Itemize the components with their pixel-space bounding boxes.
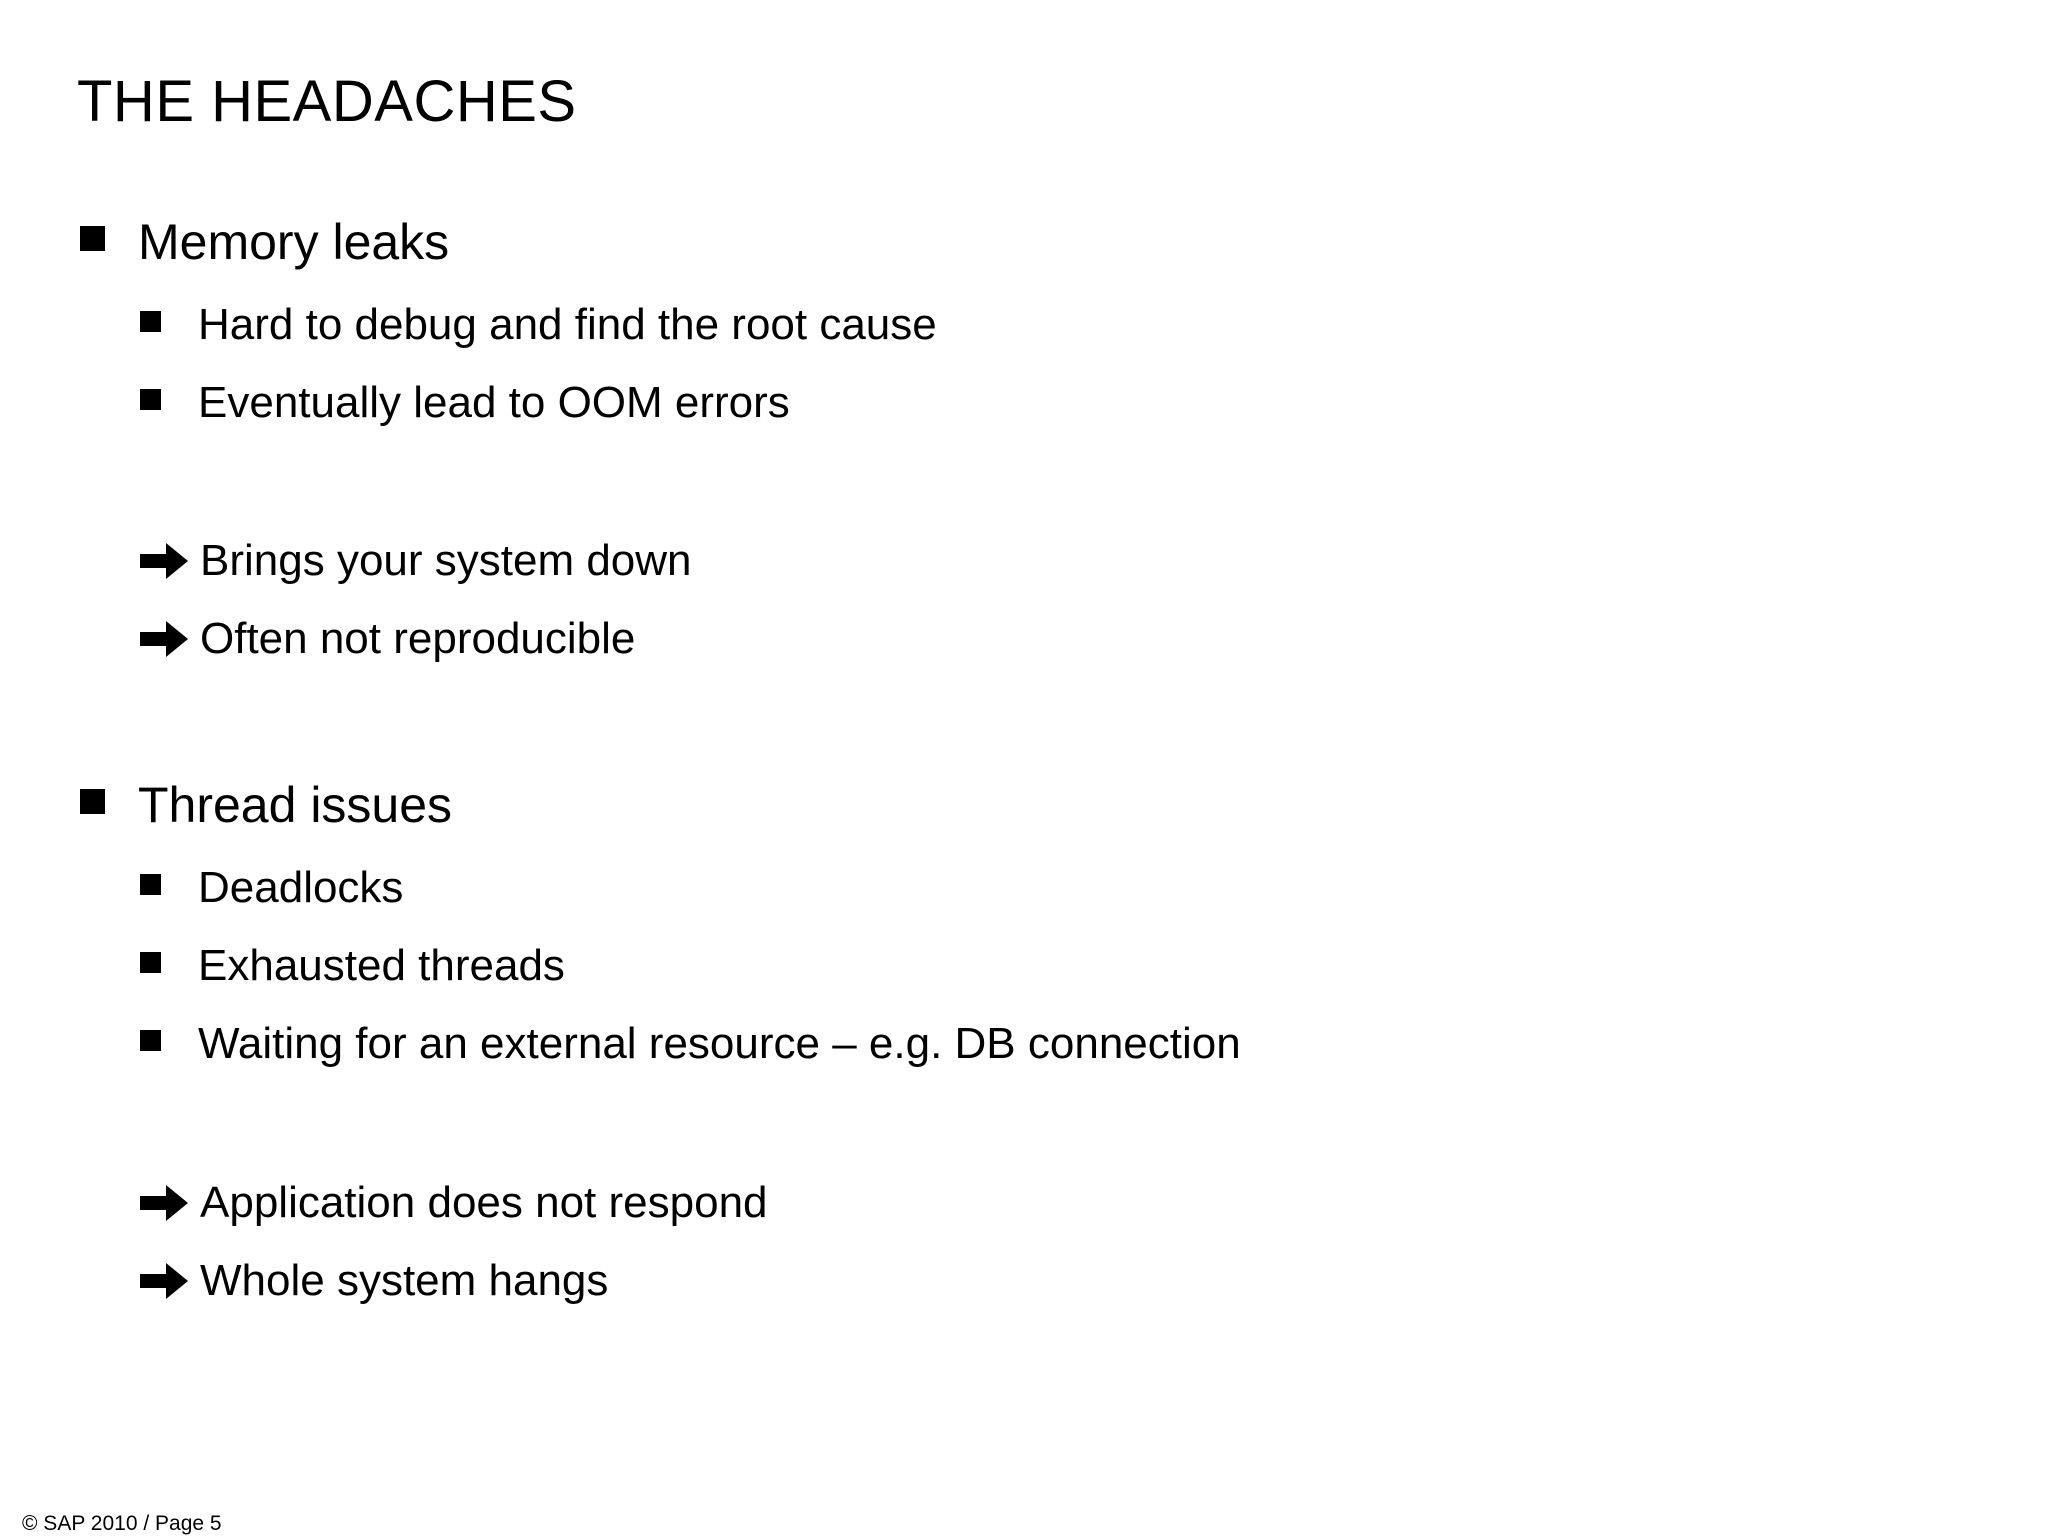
section-heading-thread-issues (80, 773, 452, 837)
list-item (140, 860, 403, 916)
slide-footer: © SAP 2010 / Page 5 (22, 1512, 222, 1535)
right-arrow-icon (140, 541, 190, 581)
square-bullet-icon (80, 789, 105, 814)
right-arrow-icon (140, 1183, 190, 1223)
consequence-label: Often not reproducible (200, 614, 636, 663)
consequence-label: Brings your system down (200, 536, 692, 585)
list-item (140, 1016, 1241, 1072)
square-bullet-icon (140, 952, 161, 973)
list-item (140, 297, 937, 353)
consequence-item (140, 533, 692, 589)
square-bullet-icon (80, 226, 105, 251)
list-item-label: Hard to debug and find the root cause (198, 300, 937, 349)
list-item (140, 375, 790, 431)
square-bullet-icon (140, 1030, 161, 1051)
list-item-label: Deadlocks (198, 863, 404, 912)
list-item-label: Eventually lead to OOM errors (198, 378, 790, 427)
slide-title: THE HEADACHES (77, 69, 577, 134)
section-heading-memory-leaks (80, 210, 449, 274)
consequence-item (140, 1175, 768, 1231)
consequence-label: Application does not respond (200, 1178, 768, 1227)
square-bullet-icon (140, 311, 161, 332)
list-item-label: Waiting for an external resource – e.g. DB connection (198, 1019, 1241, 1068)
list-item (140, 938, 565, 994)
square-bullet-icon (140, 389, 161, 410)
square-bullet-icon (140, 874, 161, 895)
consequence-label: Whole system hangs (200, 1256, 609, 1305)
section-heading-label: Memory leaks (138, 214, 450, 270)
right-arrow-icon (140, 1261, 190, 1301)
consequence-item (140, 611, 635, 667)
list-item-label: Exhausted threads (198, 941, 565, 990)
section-heading-label: Thread issues (138, 777, 453, 833)
right-arrow-icon (140, 619, 190, 659)
consequence-item (140, 1253, 608, 1309)
